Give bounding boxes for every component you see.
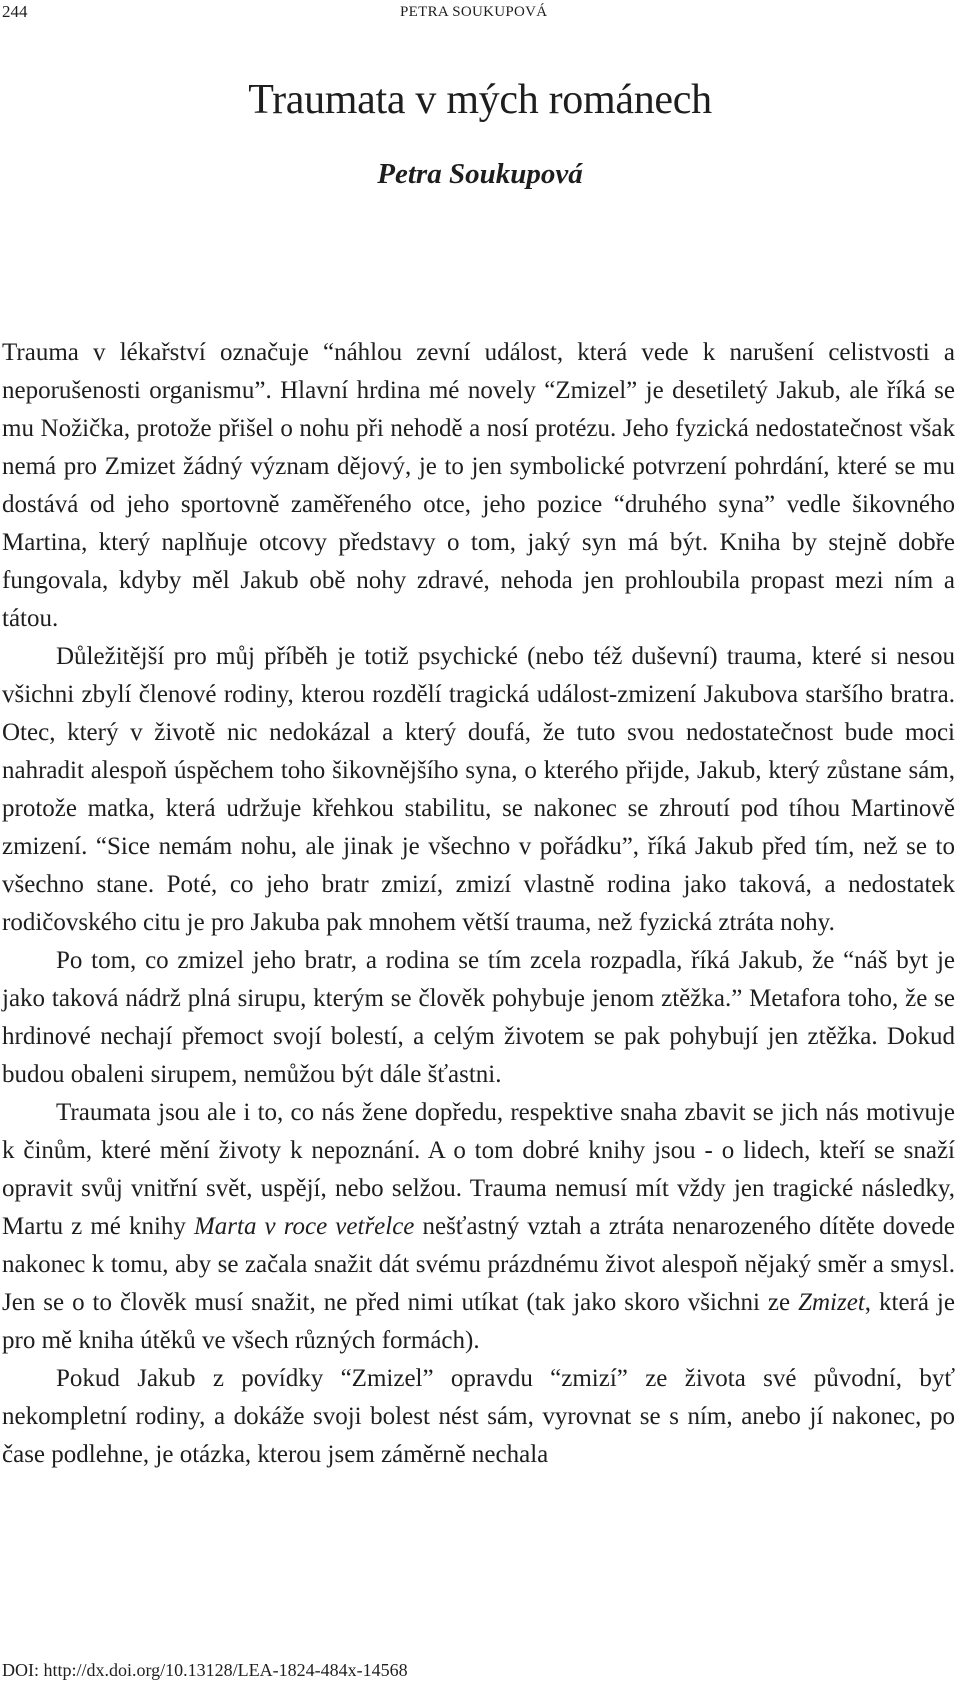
paragraph-3: Po tom, co zmizel jeho bratr, a rodina se tím zcela rozpadla, říká Jakub, že “náš byt je jako taková nádrž plná sirupu, kterým se člověk pohybuje jenom ztěžka.” Metafora toho, že se hrdinové nechají přemoct svojí bolestí, a celým životem se pak pohybují jen ztěžka. Dokud budou obaleni sirupem, nemůžou být dále šťastni. <box>2 947 955 1088</box>
page-number: 244 <box>2 2 28 21</box>
paragraph-1: Trauma v lékařství označuje “náhlou zevní událost, která vede k narušení celistvosti a neporušenosti organismu”. Hlavní hrdina mé novely “Zmizel” je desetiletý Jakub, ale říká se mu Nožička, protože přišel o nohu při nehodě a nosí protézu. Jeho fyzická nedostatečnost však nemá pro Zmizet žádný význam dějový, je to jen symbolické potvrzení pohrdání, které se mu dostává od jeho sportovně zaměřeného otce, jeho pozice “druhého syna” vedle šikovného Martina, který naplňuje otcovy představy o tom, jaký syn má být. Kniha by stejně dobře fungovala, kdyby měl Jakub obě nohy zdravé, nehoda jen prohloubila propast mezi ním a tátou. <box>2 339 955 632</box>
paragraph-4 <box>2 1094 955 1360</box>
book-title-zmizet: Zmizet <box>798 1289 865 1316</box>
paragraph-4-text-b: nešťastný vztah a ztráta nenarozeného dítěte dovede nakonec k tomu, aby se začala snažit dát svému prázdnému život alespoň nějaký směr a smysl. Jen se o to člověk musí snažit, ne před nimi utíkat (tak jako skoro všichni ze <box>2 1213 955 1316</box>
paragraph-4-text-c: , která je pro mě kniha útěků ve všech různých formách). <box>2 1289 955 1354</box>
paragraph-2: Důležitější pro můj příběh je totiž psychické (nebo též duševní) trauma, které si nesou všichni zbylí členové rodiny, kterou rozdělí tragická událost-zmizení Jakubova staršího bratra. Otec, který v životě nic nedokázal a který doufá, že tuto svou nedostatečnost bude moci nahradit alespoň úspěchem toho šikovnějšího syna, o kterého přijde, Jakub, který zůstane sám, protože matka, která udržuje křehkou stabilitu, se nakonec se zhroutí pod tíhou Martinově zmizení. “Sice nemám nohu, ale jinak je všechno v pořádku”, říká Jakub před tím, než se to všechno stane. Poté, co jeho bratr zmizí, zmizí vlastně rodina jako taková, a nedostatek rodičovského citu je pro Jakuba pak mnohem větší trauma, než fyzická ztráta nohy. <box>2 643 955 936</box>
paragraph-5: Pokud Jakub z povídky “Zmizel” opravdu “zmizí” ze života své původní, byť nekompletní rodiny, a dokáže svoji bolest nést sám, vyrovnat se s ním, anebo jí nakonec, po čase podlehne, je otázka, kterou jsem záměrně nechala <box>2 1365 955 1468</box>
running-head-author: PETRA SOUKUPOVÁ <box>400 4 548 20</box>
article-title: Traumata v mých románech <box>248 77 712 123</box>
article-body <box>2 334 955 1474</box>
book-title-marta: Marta v roce vetřelce <box>193 1213 415 1240</box>
article-author: Petra Soukupová <box>377 158 583 190</box>
paragraph-4-text-a: Traumata jsou ale i to, co nás žene dopředu, respektive snaha zbavit se jich nás motivuje k činům, které mění životy k nepoznání. A o tom dobré knihy jsou - o lidech, kteří se snaží opravit svůj vnitřní svět, uspějí, nebo selžou. Trauma nemusí mít vždy jen tragické následky, Martu z mé knihy <box>2 1099 955 1240</box>
doi-link[interactable]: DOI: http://dx.doi.org/10.13128/LEA-1824-484x-14568 <box>2 1660 408 1680</box>
running-head <box>0 2 960 26</box>
